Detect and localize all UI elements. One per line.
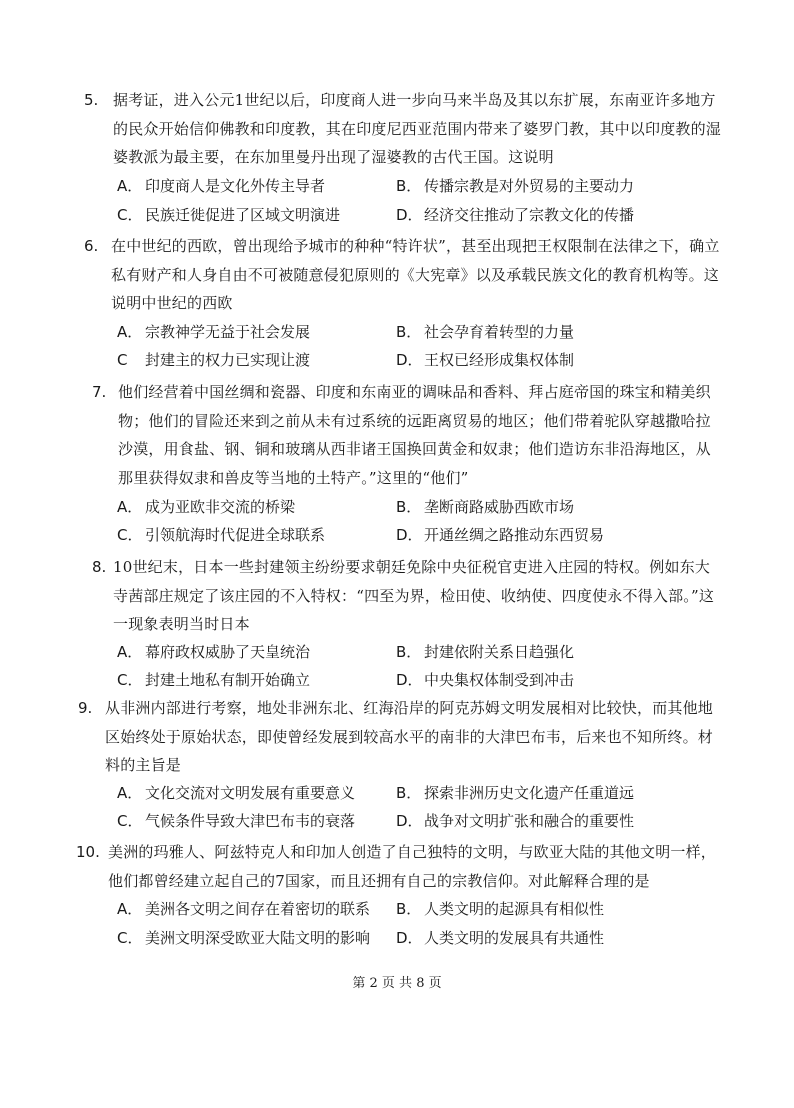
option-c xyxy=(117,807,355,835)
question-number: 5. xyxy=(84,91,99,109)
option-label: C． xyxy=(117,671,143,689)
option-c xyxy=(117,521,325,549)
option-text: 美洲文明深受欧亚大陆文明的影响 xyxy=(145,929,371,947)
option-b xyxy=(396,493,574,521)
option-c xyxy=(117,201,340,229)
question-number: 9. xyxy=(78,699,93,717)
option-c xyxy=(117,666,310,694)
option-a xyxy=(117,895,370,923)
option-label: B． xyxy=(396,900,422,918)
question-number: 8. xyxy=(92,558,107,576)
option-text: 垄断商路威胁西欧市场 xyxy=(424,498,575,516)
question-stem: 在中世纪的西欧，曾出现给予城市的种种“特许状”，甚至出现把王权限制在法律之下，确立私有财产和人身自由不可被随意侵犯原则的《大宪章》以及承载民族文化的教育机构等。这说明中世纪的西欧 xyxy=(111,237,720,312)
option-c xyxy=(117,346,310,374)
option-text: 印度商人是文化外传主导者 xyxy=(145,177,326,195)
option-label: A． xyxy=(117,643,143,661)
option-a xyxy=(117,493,295,521)
option-label: D． xyxy=(396,206,423,224)
option-label: B． xyxy=(396,643,422,661)
option-text: 战争对文明扩张和融合的重要性 xyxy=(424,812,635,830)
option-label: C． xyxy=(117,206,143,224)
option-b xyxy=(396,318,574,346)
option-b xyxy=(396,895,604,923)
option-text: 民族迁徙促进了区域文明演进 xyxy=(145,206,341,224)
option-text: 人类文明的发展具有共通性 xyxy=(424,929,605,947)
option-d xyxy=(396,666,574,694)
option-label: A． xyxy=(117,177,143,195)
option-text: 王权已经形成集权体制 xyxy=(424,351,575,369)
option-text: 宗教神学无益于社会发展 xyxy=(145,323,311,341)
option-text: 传播宗教是对外贸易的主要动力 xyxy=(424,177,635,195)
option-text: 社会孕育着转型的力量 xyxy=(424,323,575,341)
option-label: D． xyxy=(396,812,423,830)
option-label: A． xyxy=(117,323,143,341)
option-text: 中央集权体制受到冲击 xyxy=(424,671,575,689)
option-d xyxy=(396,521,604,549)
question-stem: 美洲的玛雅人、阿兹特克人和印加人创造了自己独特的文明，与欧亚大陆的其他文明一样，他们都曾经建立起自己的7国家，而且还拥有自己的宗教信仰。对此解释合理的是 xyxy=(108,843,717,890)
option-a xyxy=(117,779,355,807)
option-label: D． xyxy=(396,671,423,689)
option-b xyxy=(396,779,634,807)
option-b xyxy=(396,638,574,666)
option-c xyxy=(117,924,370,952)
option-d xyxy=(396,201,634,229)
option-a xyxy=(117,638,310,666)
option-text: 探索非洲历史文化遗产任重道远 xyxy=(424,784,635,802)
option-a xyxy=(117,318,310,346)
option-text: 美洲各文明之间存在着密切的联系 xyxy=(145,900,371,918)
option-label: B． xyxy=(396,177,422,195)
option-text: 封建依附关系日趋强化 xyxy=(424,643,575,661)
option-text: 开通丝绸之路推动东西贸易 xyxy=(424,526,605,544)
question-stem: 10世纪末，日本一些封建领主纷纷要求朝廷免除中央征税官吏进入庄园的特权。例如东大寺茜部庄规定了该庄园的不入特权：“四至为界，检田使、收纳使、四度使永不得入部。”这一现象表明当时日本 xyxy=(113,558,715,633)
question-number: 7. xyxy=(92,383,107,401)
option-text: 文化交流对文明发展有重要意义 xyxy=(145,784,356,802)
question-number: 6. xyxy=(84,237,99,255)
question-stem: 他们经营着中国丝绸和瓷器、印度和东南亚的调味品和香料、拜占庭帝国的珠宝和精美织物；他们的冒险还来到之前从未有过系统的远距离贸易的地区；他们带着驼队穿越撒哈拉沙漠，用食盐、钢、铜和玻璃从西非诸王国换回黄金和奴隶；他们造访东非沿海地区，从那里获得奴隶和兽皮等当地的土特产。”这里的“他们” xyxy=(118,383,711,487)
option-label: B． xyxy=(396,498,422,516)
option-label: C xyxy=(117,351,128,369)
option-label: B． xyxy=(396,784,422,802)
option-label: A． xyxy=(117,784,143,802)
option-text: 封建土地私有制开始确立 xyxy=(145,671,311,689)
option-text: 经济交往推动了宗教文化的传播 xyxy=(424,206,635,224)
option-text: 引领航海时代促进全球联系 xyxy=(145,526,326,544)
option-d xyxy=(396,807,634,835)
option-d xyxy=(396,924,604,952)
option-label: D． xyxy=(396,929,423,947)
option-label: B． xyxy=(396,323,422,341)
option-label: C． xyxy=(117,812,143,830)
option-label: C． xyxy=(117,929,143,947)
question-stem: 据考证，进入公元1世纪以后，印度商人进一步向马来半岛及其以东扩展，东南亚许多地方的民众开始信仰佛教和印度教，其在印度尼西亚范围内带来了婆罗门教，其中以印度教的湿婆教派为最主要，在东加里曼丹出现了湿婆教的古代王国。这说明 xyxy=(113,91,722,166)
question-stem: 从非洲内部进行考察，地处非洲东北、红海沿岸的阿克苏姆文明发展相对比较快，而其他地区始终处于原始状态，即使曾经发展到较高水平的南非的大津巴布韦，后来也不知所终。材料的主旨是 xyxy=(105,699,714,774)
option-label: D． xyxy=(396,351,423,369)
option-text: 气候条件导致大津巴布韦的衰落 xyxy=(145,812,356,830)
option-label: C． xyxy=(117,526,143,544)
option-text: 成为亚欧非交流的桥梁 xyxy=(145,498,296,516)
option-label: A． xyxy=(117,900,143,918)
option-a xyxy=(117,172,325,200)
option-text: 幕府政权威胁了天皇统治 xyxy=(145,643,311,661)
option-text: 人类文明的起源具有相似性 xyxy=(424,900,605,918)
option-label: A． xyxy=(117,498,143,516)
option-d xyxy=(396,346,574,374)
option-text: 封建主的权力已实现让渡 xyxy=(145,351,311,369)
question-number: 10. xyxy=(76,843,100,861)
option-label: D． xyxy=(396,526,423,544)
option-b xyxy=(396,172,634,200)
page-number-footer: 第 2 页 共 8 页 xyxy=(352,976,442,991)
